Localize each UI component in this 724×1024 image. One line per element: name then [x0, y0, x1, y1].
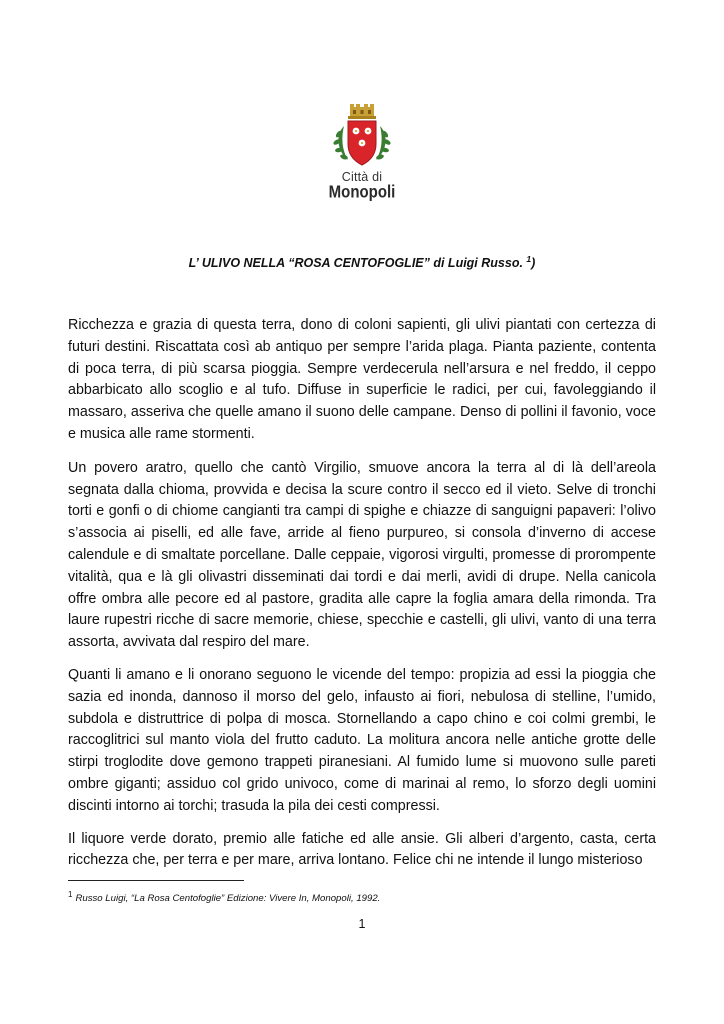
- logo-line-1: Città di: [341, 170, 383, 184]
- city-logo: [322, 104, 402, 208]
- paragraph: Quanti li amano e li onorano seguono le vicende del tempo: propizia ad essi la pioggia che sazia ed inonda, dannoso il morso del gelo, infausto ai fiori, nebulosa di stelline, l’umido, subdola e distruttrice di polpa di mosca. Stornellando a capo chino e coi colmi grembi, le raccoglitrici sul manto viola del frutto caduto. La molitura ancora nelle antiche grotte delle stirpi troglodite dove gemono trappeti piranesiani. Al fumido lume si muovono sulle pareti ombre giganti; assiduo col grido univoco, come di marinai al remo, lo sforzo degli uomini discinti intorno ai torchi; trasuda la pila dei cesti compressi.: [68, 666, 656, 814]
- page-number: 1: [358, 917, 366, 931]
- document-title: [0, 251, 724, 271]
- title-footnote-mark: 1: [526, 254, 532, 264]
- paragraph: Ricchezza e grazia di questa terra, dono di coloni sapienti, gli ulivi piantati con certezza di futuri destini. Riscattata così ab antiquo per sempre l’arida plaga. Pianta paziente, contenta di poca terra, di più scarsa pioggia. Sempre verdecerula nell’arsura e nel freddo, il ceppo abbarbicato allo scoglio e al tufo. Diffuse in superficie le radici, per cui, favoleggiando il massaro, asseriva che quelle amano il suono delle campane. Denso di pollini il favonio, voce e musica alle rame stormenti.: [68, 317, 656, 442]
- title-close: ): [531, 256, 536, 270]
- footnote-mark: 1: [68, 890, 73, 899]
- footnote: [68, 888, 628, 906]
- coat-of-arms-icon: [322, 104, 402, 170]
- paragraph: Un povero aratro, quello che cantò Virgilio, smuove ancora la terra al di là dell’areola segnata dalla chioma, provvida e decisa la scure contro il secco ed il vieto. Selve di tronchi torti e gonfi o di chiome cangianti tra campi di spighe e chiazze di sanguigni papaveri: l’olivo s’associa ai piselli, ed alle fave, arride al fieno purpureo, si consola d’inverno di accese calendule e di smaltate porcellane. Dalle ceppaie, vigorosi virgulti, promesse di prorompente vitalità, qua e là gli olivastri disseminati dai tordi e dai merli, avidi di drupe. Nella canicola offre ombra alle pecore ed al pastore, gradita alle capre la foglia amara della rimonda. Tra laure rupestri ricche di sacre memorie, chiese, specchie e castelli, gli ulivi, vanto di una terra assorta, avvivata dal respiro del mare.: [68, 459, 656, 651]
- crown-icon: [348, 104, 376, 119]
- title-text: L’ ULIVO NELLA “ROSA CENTOFOGLIE” di Luigi Russo.: [188, 256, 527, 270]
- body-text: [68, 315, 656, 883]
- logo-line-2: Monopoli: [328, 182, 396, 203]
- footnote-separator: [68, 880, 244, 881]
- footnote-text: Russo Luigi, “La Rosa Centofoglie” Edizione: Vivere In, Monopoli, 1992.: [75, 893, 381, 904]
- paragraph: Il liquore verde dorato, premio alle fatiche ed alle ansie. Gli alberi d’argento, casta, certa ricchezza che, per terra e per mare, arriva lontano. Felice chi ne intende il lungo misterioso: [68, 830, 656, 869]
